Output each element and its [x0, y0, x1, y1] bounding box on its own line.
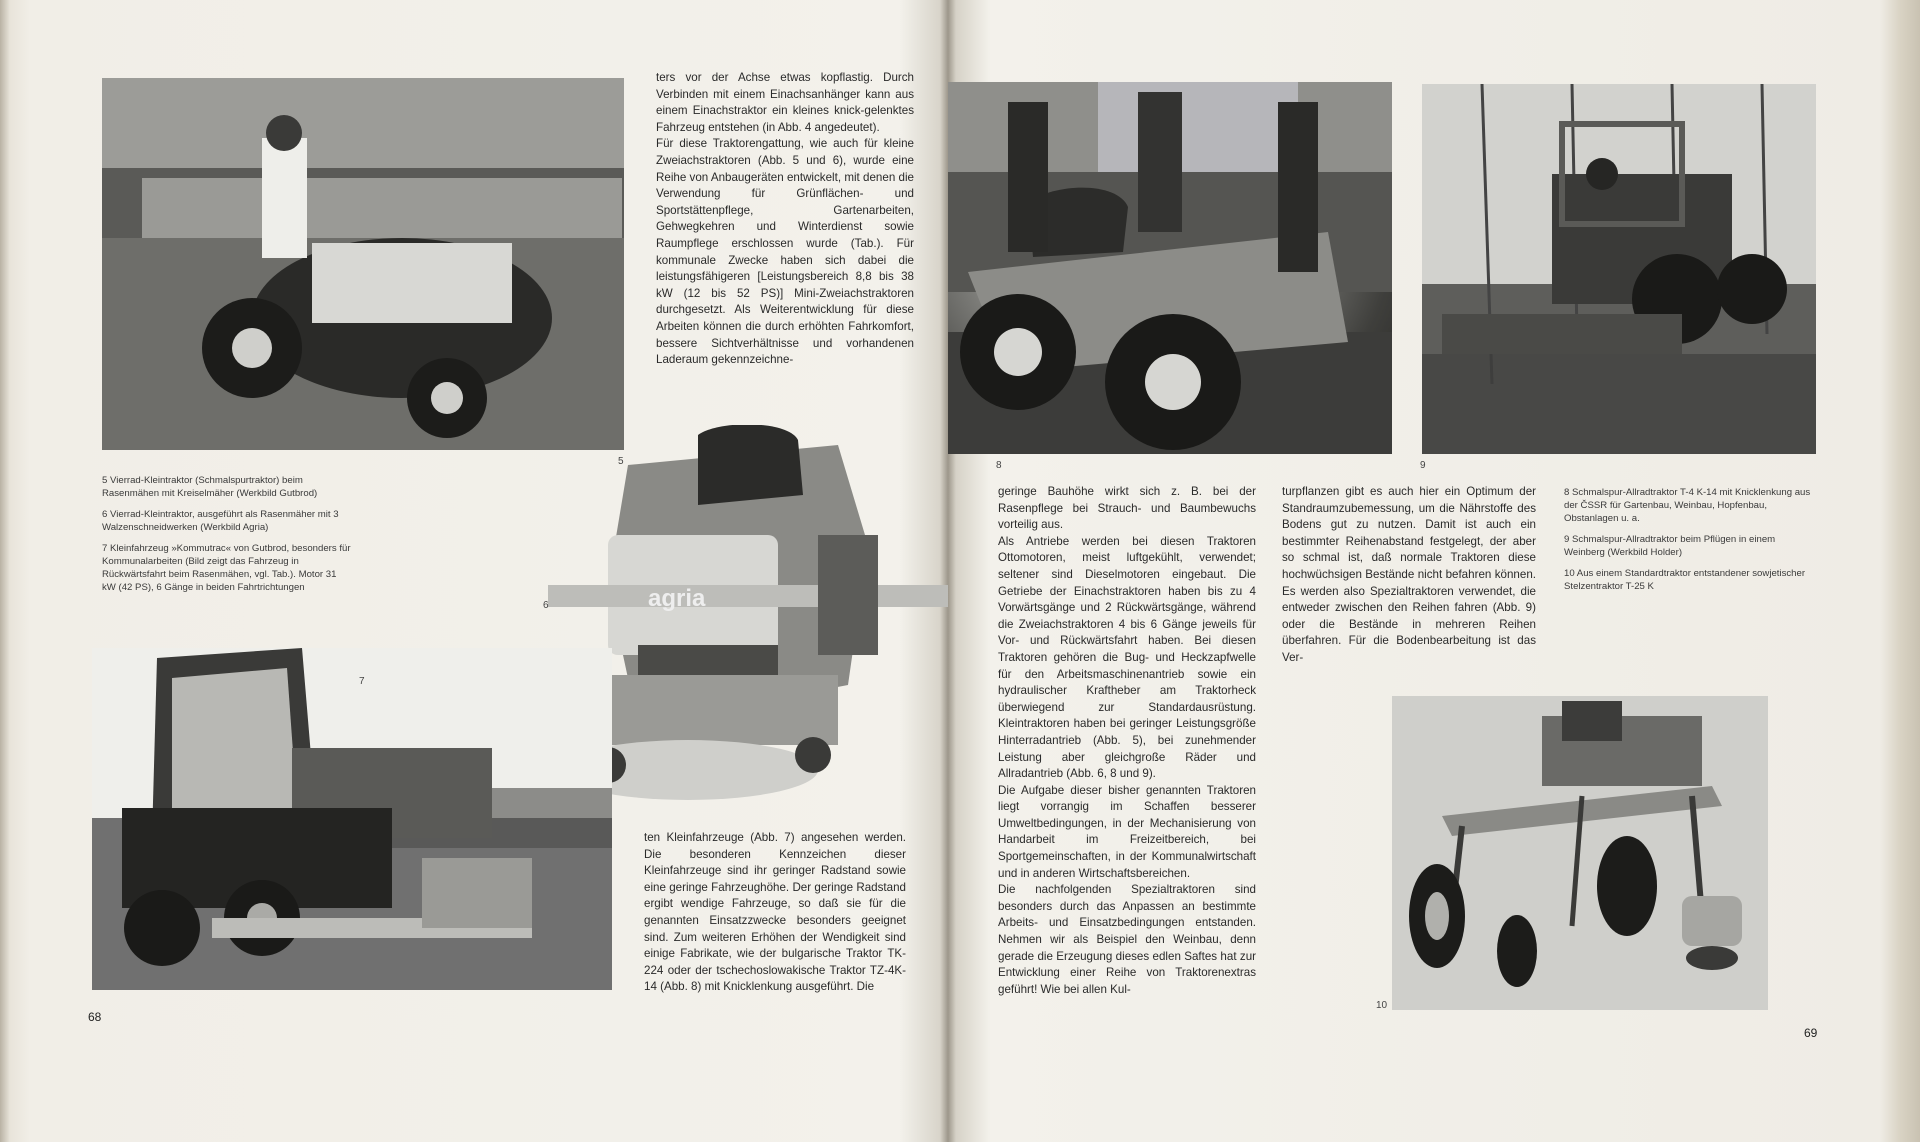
paragraph: Als Antriebe werden bei diesen Traktoren Ottomotoren, meist luftgekühlt, verwendet; seltener sind Dieselmotoren eingebaut. Die Getriebe der Einachstraktoren haben bis zu 4 Vorwärtsgänge und 2 Rückwärtsgänge, während die Zweiachstraktoren 4 bis 6 Gänge jeweils für Vor- und Rückwärtsfahrt haben. Bei diesen Traktoren gehören die Bug- und Heckzapfwelle für den Arbeitsmaschinenantrieb sowie ein hydraulischer Kraftheber am Traktorheck überwiegend zur Standardausrüstung. Kleintraktoren haben bei geringer Leistungsgröße Hinterradantrieb (Abb. 5), bei zunehmender Leistung aber gleichgroße Räder und Allradantrieb (Abb. 6, 8 und 9). — [998, 534, 1256, 781]
agria-brand-text: agria — [648, 585, 706, 612]
right-text-column-a — [998, 484, 1256, 998]
photo-fig8-articulated-tractor — [948, 82, 1392, 454]
left-text-column-bottom — [644, 830, 906, 996]
photo-fig7-kommutrac — [92, 648, 612, 990]
caption-8: 8 Schmalspur-Allradtraktor T-4 K-14 mit Knicklenkung aus der ČSSR für Gartenbau, Weinbau, Hopfenbau, Obstanlagen u. a. — [1564, 487, 1811, 524]
figure-label-10: 10 — [1376, 1000, 1388, 1011]
page-number-right: 69 — [1804, 1026, 1818, 1040]
paragraph: turpflanzen gibt es auch hier ein Optimum der Standraumzubemessung, um die Nährstoffe des Bodens gut zu nutzen. Damit ist auch ein bestimmter Reihenabstand festgelegt, der aber so schmal ist, daß normale Traktoren diese hochwüchsigen Bestände nicht befahren können. Es werden also Spezialtraktoren verwendet, die entweder zwischen den Reihen fahren (Abb. 9) oder die Bestände in mehreren Reihen überfahren. Für die Bodenbearbeitung ist das Ver- — [1282, 485, 1536, 664]
paragraph: ten Kleinfahrzeuge (Abb. 7) angesehen werden. Die besonderen Kennzeichen dieser Kleinfahrzeuge sind ihr geringer Radstand sowie eine geringe Fahrzeughöhe. Der geringe Radstand ergibt wendige Fahrzeuge, so daß sie für die genannten Einsatzzwecke besonders geeignet sind. Zum weiteren Erhöhen der Wendigkeit sind einige Fabrikate, wie der bulgarische Traktor TK-224 oder der tschechoslowakische Traktor TZ-4K-14 (Abb. 8) mit Knicklenkung ausgeführt. Die — [644, 831, 906, 994]
paragraph: Die Aufgabe dieser bisher genannten Traktoren liegt vorrangig im Schaffen besserer Umweltbedingungen, in der Mechanisierung von Handarbeit im Freizeitbereich, bei Sportgemeinschaften, in der Kommunalwirtschaft und in anderen Wirtschaftsbereichen. — [998, 783, 1256, 880]
paragraph: Die nachfolgenden Spezialtraktoren sind besonders durch das Anpassen an bestimmte Arbeits- und Einsatzbedingungen entstanden. Nehmen wir als Beispiel den Weinbau, denn gerade die Erzeugung dieses edlen Saftes hat zur Entwicklung einer Reihe von Traktorenextras geführt! Wie bei allen Kul- — [998, 883, 1256, 996]
left-page — [0, 0, 948, 1142]
figure-label-6: 6 — [543, 600, 549, 611]
left-captions — [102, 474, 352, 602]
right-text-column-b — [1282, 484, 1536, 667]
figure-label-5: 5 — [618, 456, 624, 467]
page-number-left: 68 — [88, 1010, 102, 1024]
caption-6: 6 Vierrad-Kleintraktor, ausgeführt als Rasenmäher mit 3 Walzenschneidwerken (Werkbild Agria) — [102, 509, 339, 533]
paragraph: ters vor der Achse etwas kopflastig. Durch Verbinden mit einem Einachsanhänger kann aus einem Einachstraktor ein kleines knick-gelenktes Fahrzeug entstehen (in Abb. 4 angedeutet). — [656, 71, 914, 134]
figure-label-7: 7 — [359, 676, 365, 687]
photo-fig5-garden-tractor — [102, 78, 624, 450]
photo-fig9-vineyard-plough — [1422, 84, 1816, 454]
photo-fig10-stilt-tractor — [1392, 696, 1768, 1010]
paragraph: Für diese Traktorengattung, wie auch für kleine Zweiachstraktoren (Abb. 5 und 6), wurde eine Reihe von Anbaugeräten entwickelt, mit denen die Verwendung für Grünflächen- und Sportstättenpflege, Gartenarbeiten, Gehwegkehren und Winterdienst sowie Raumpflege erschlossen wurde (Tab.). Für kommunale Zwecke haben sich dabei die leistungsfähigeren [Leistungsbereich 8,8 bis 38 kW (12 bis 52 PS)] Mini-Zweiachstraktoren durchgesetzt. Als Weiterentwicklung für diese Arbeiten können die durch erhöhten Fahrkomfort, bessere Sichtverhältnisse und vorhandenen Laderaum gekennzeichne- — [656, 137, 914, 367]
paragraph: geringe Bauhöhe wirkt sich z. B. bei der Rasenpflege bei Strauch- und Baumbewuchs vorteilig aus. — [998, 485, 1256, 532]
figure-label-8: 8 — [996, 460, 1002, 471]
caption-9: 9 Schmalspur-Allradtraktor beim Pflügen in einem Weinberg (Werkbild Holder) — [1564, 534, 1776, 558]
right-captions — [1564, 486, 1818, 601]
caption-10: 10 Aus einem Standardtraktor entstandener sowjetischer Stelzentraktor T-25 K — [1564, 568, 1806, 592]
left-text-column-top — [656, 70, 914, 369]
figure-label-9: 9 — [1420, 460, 1426, 471]
caption-5: 5 Vierrad-Kleintraktor (Schmalspurtraktor) beim Rasenmähen mit Kreiselmäher (Werkbild Gutbrod) — [102, 475, 318, 499]
right-page — [948, 0, 1920, 1142]
caption-7: 7 Kleinfahrzeug »Kommutrac« von Gutbrod, besonders für Kommunalarbeiten (Bild zeigt das Fahrzeug in Rückwärtsfahrt beim Rasenmähen, vgl. Tab.). Motor 31 kW (42 PS), 6 Gänge in beiden Fahrtrichtungen — [102, 543, 351, 593]
